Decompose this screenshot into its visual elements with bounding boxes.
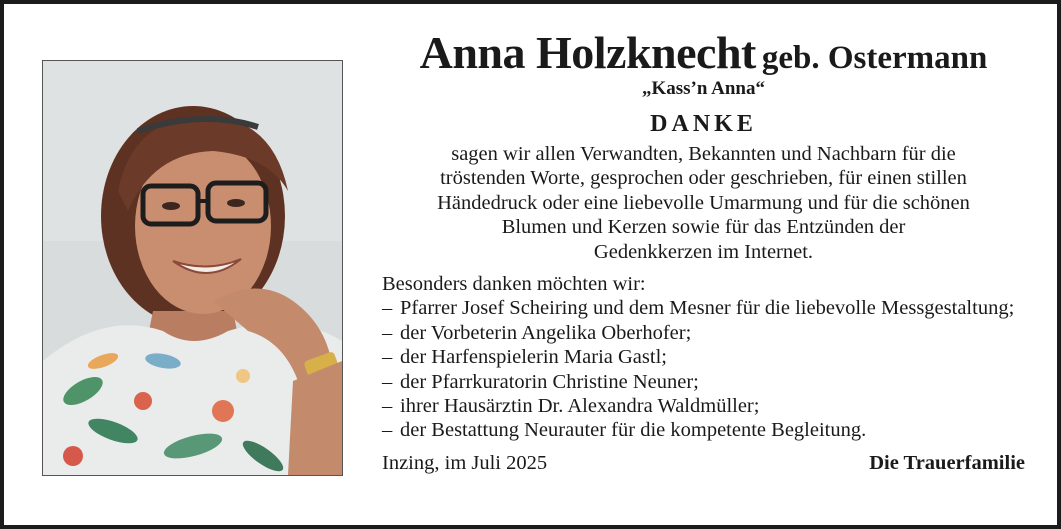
intro-line: Händedruck oder eine liebevolle Umarmung und für die schönen	[437, 191, 970, 214]
intro-line: Gedenkkerzen im Internet.	[593, 240, 814, 263]
maiden-name: geb. Ostermann	[761, 40, 988, 76]
special-thanks-lead: Besonders danken möchten wir:	[382, 273, 646, 296]
title	[382, 26, 1025, 80]
nickname: „Kass’n Anna“	[641, 78, 766, 99]
intro-line: sagen wir allen Verwandten, Bekannten und Nachbarn für die	[451, 143, 956, 165]
intro-paragraph	[382, 142, 1025, 264]
list-item: – ihrer Hausärztin Dr. Alexandra Waldmüller;	[382, 395, 760, 418]
signature: Die Trauerfamilie	[869, 451, 1025, 474]
list-item: – der Vorbeterin Angelika Oberhofer;	[382, 321, 692, 344]
portrait-photo	[42, 60, 343, 476]
list-item: – Pfarrer Josef Scheiring und dem Mesner für die liebevolle Messgestaltung;	[382, 297, 1015, 320]
thanks-list	[382, 296, 1025, 442]
danke-heading: DANKE	[650, 111, 757, 137]
intro-line: Blumen und Kerzen sowie für das Entzünden der	[501, 216, 906, 239]
list-item: – der Pfarrkuratorin Christine Neuner;	[382, 370, 699, 393]
deceased-name: Anna Holzknecht	[419, 27, 756, 78]
notice-footer	[382, 451, 1025, 475]
list-item: – der Bestattung Neurauter für die kompetente Begleitung.	[382, 419, 867, 442]
list-item: – der Harfenspielerin Maria Gastl;	[382, 346, 667, 369]
intro-line: tröstenden Worte, gesprochen oder geschrieben, für einen stillen	[440, 167, 967, 190]
notice-text-column	[382, 26, 1025, 475]
place-date: Inzing, im Juli 2025	[382, 451, 548, 474]
